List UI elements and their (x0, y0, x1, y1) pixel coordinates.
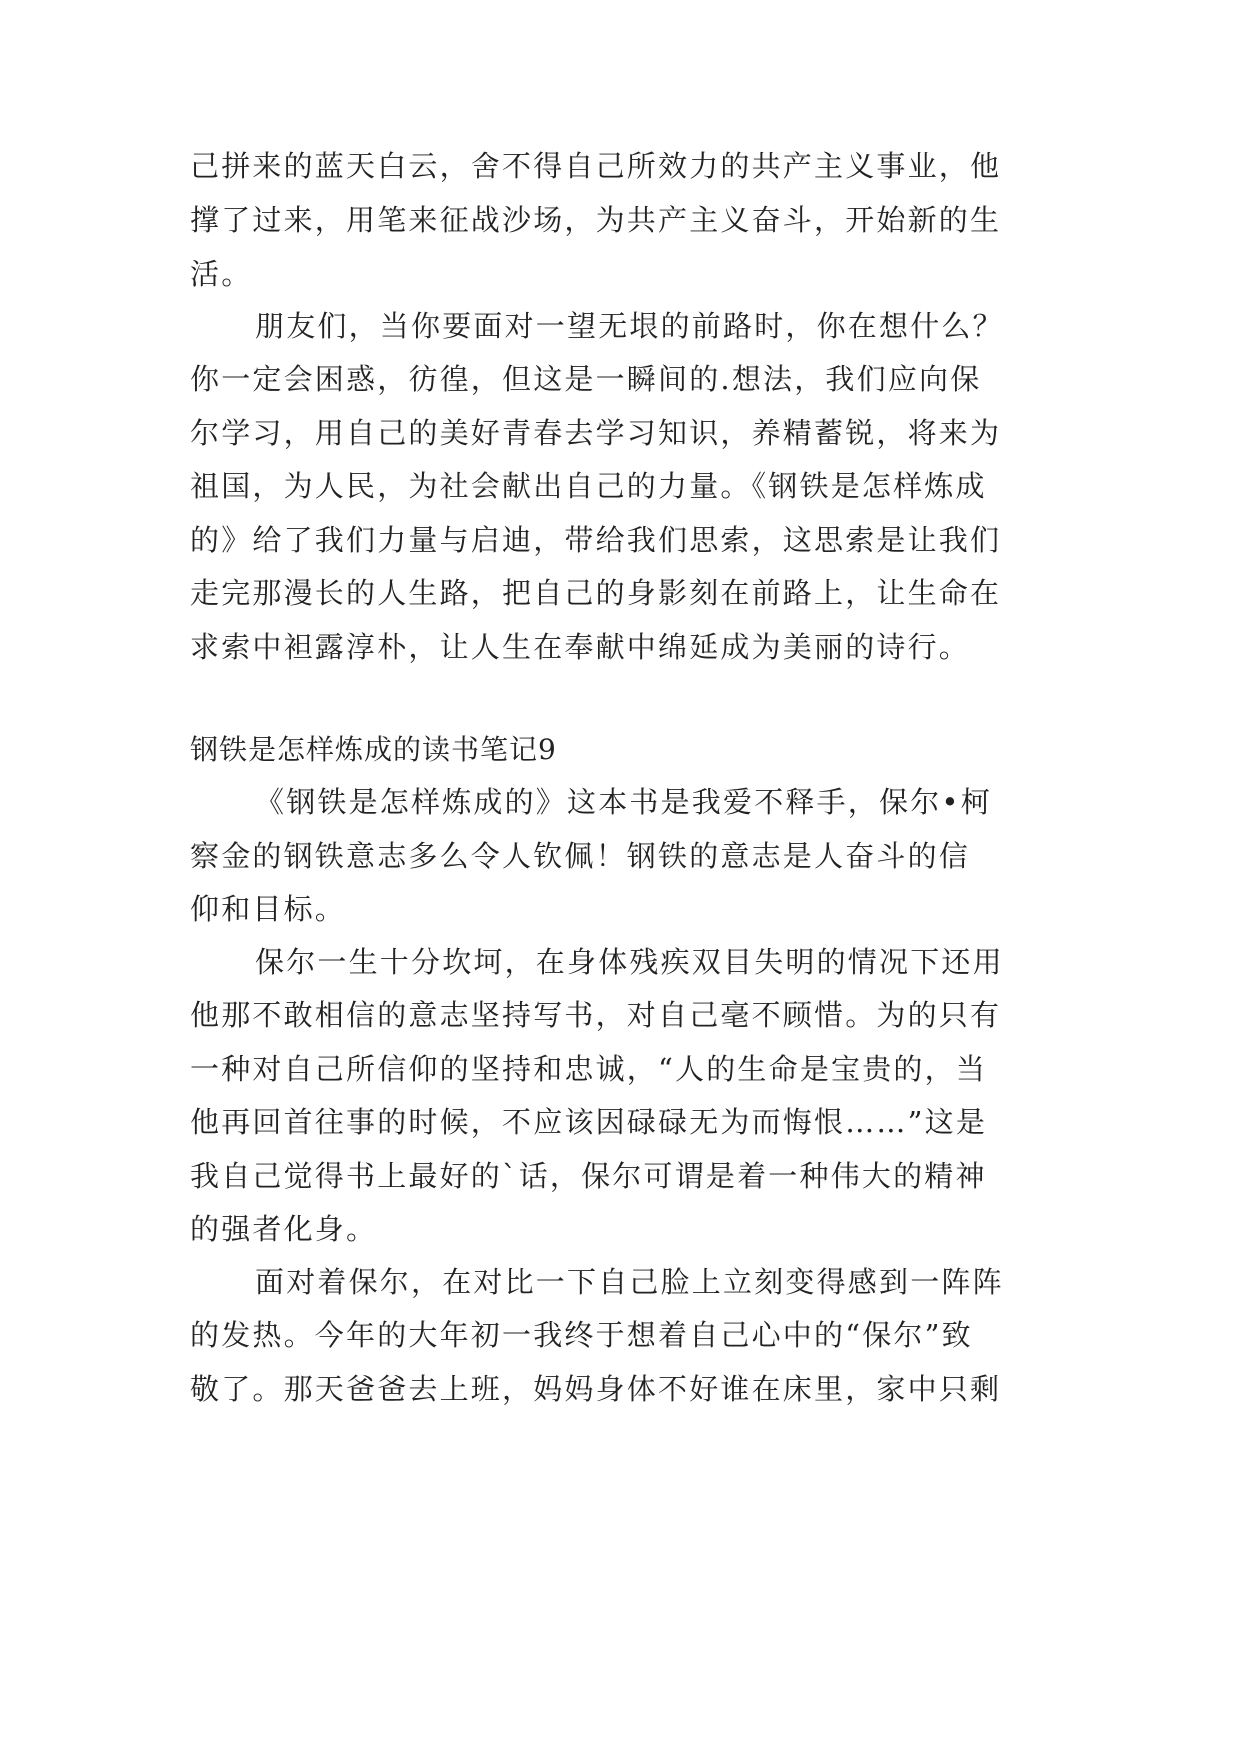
section-title: 钢铁是怎样炼成的读书笔记9 (190, 733, 557, 766)
paragraph-line: 朋友们，当你要面对一望无垠的前路时，你在想什么？ (255, 309, 1004, 343)
paragraph-line: 己拼来的蓝天白云，舍不得自己所效力的共产主义事业，他 (190, 149, 1002, 183)
paragraph-line: 敬了。那天爸爸去上班，妈妈身体不好谁在床里，家中只剩 (190, 1372, 1002, 1406)
paragraph-line: 一种对自己所信仰的坚持和忠诚，“人的生命是宝贵的，当 (190, 1052, 988, 1086)
paragraph-line: 保尔一生十分坎坷，在身体残疾双目失明的情况下还用 (255, 945, 1004, 979)
paragraph-line: 求索中袒露淳朴，让人生在奉献中绵延成为美丽的诗行。 (190, 630, 971, 664)
paragraph-line: 你一定会困惑，彷徨，但这是一瞬间的.想法，我们应向保 (190, 362, 982, 396)
paragraph-line: 的发热。今年的大年初一我终于想着自己心中的“保尔”致 (190, 1318, 973, 1352)
paragraph-line: 走完那漫长的人生路，把自己的身影刻在前路上，让生命在 (190, 576, 1002, 610)
paragraph-line: 他再回首往事的时候，不应该因碌碌无为而悔恨……”这是 (190, 1105, 988, 1139)
paragraph-line: 他那不敢相信的意志坚持写书，对自己毫不顾惜。为的只有 (190, 998, 1002, 1032)
paragraph-line: 我自己觉得书上最好的`话，保尔可谓是着一种伟大的精神 (190, 1159, 987, 1193)
paragraph-line: 仰和目标。 (190, 892, 347, 926)
paragraph-line: 的》给了我们力量与启迪，带给我们思索，这思索是让我们 (190, 523, 1002, 557)
paragraph-line: 祖国，为人民，为社会献出自己的力量。《钢铁是怎样炼成 (190, 469, 987, 503)
paragraph-line: 活。 (190, 257, 253, 291)
paragraph-line: 察金的钢铁意志多么令人钦佩！钢铁的意志是人奋斗的信 (190, 839, 971, 873)
paragraph-line: 的强者化身。 (190, 1212, 378, 1246)
paragraph-line: 撑了过来，用笔来征战沙场，为共产主义奋斗，开始新的生 (190, 203, 1002, 237)
paragraph-line: 《钢铁是怎样炼成的》这本书是我爱不释手，保尔•柯 (255, 785, 992, 819)
paragraph-line: 面对着保尔，在对比一下自己脸上立刻变得感到一阵阵 (255, 1265, 1004, 1299)
paragraph-line: 尔学习，用自己的美好青春去学习知识，养精蓄锐，将来为 (190, 416, 1002, 450)
